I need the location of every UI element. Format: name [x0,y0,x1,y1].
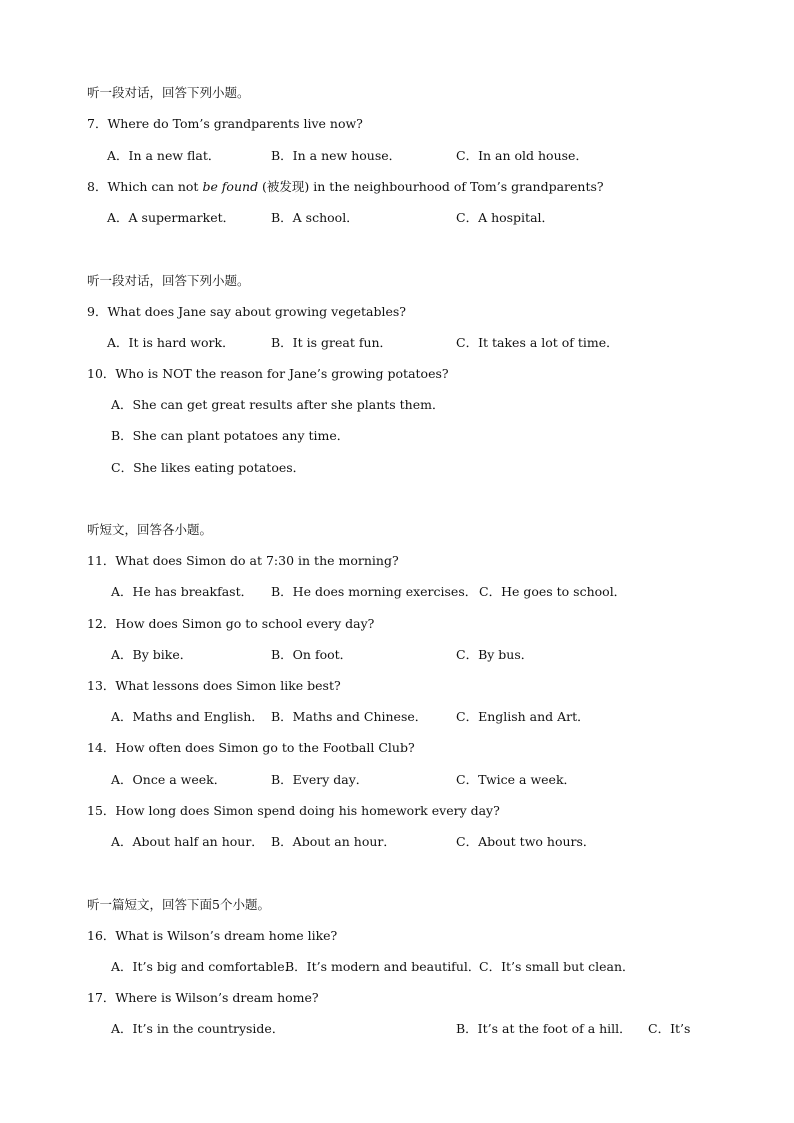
option-b: B．About an hour． [271,834,396,849]
option-a: A．It’s in the countryside． [111,1021,285,1036]
emphasis-text: be found [202,179,259,194]
option-b: B．It’s modern and beautiful． [285,959,481,974]
question-stem: 11．What does Simon do at 7:30 in the morning? [87,553,399,568]
option-c: C．She likes eating potatoes． [111,460,306,475]
option-c: C．It’s [648,1021,691,1036]
question-stem: 10．Who is NOT the reason for Jane’s growing potatoes? [87,366,449,381]
option-b: B．On foot． [271,647,353,662]
option-c: C．A hospital． [456,210,555,225]
option-b: B．It’s at the foot of a hill． [456,1021,632,1036]
option-a: A．By bike． [111,647,193,662]
question-stem: 14．How often does Simon go to the Football Club? [87,740,415,755]
option-b: B．She can plant potatoes any time． [111,428,350,443]
section-heading: 听一段对话，回答下列小题。 [87,273,250,288]
option-c: C．Twice a week． [456,772,577,787]
option-b: B．He does morning exercises． [271,584,478,599]
question-stem: 8．Which can not be found (被发现) in the neighbourhood of Tom’s grandparents? [87,179,604,194]
option-b: B．Every day． [271,772,369,787]
question-stem: 12．How does Simon go to school every day? [87,616,375,631]
section-heading: 听一段对话，回答下列小题。 [87,85,250,100]
option-c: C．In an old house． [456,148,588,163]
option-a: A．About half an hour． [111,834,264,849]
option-c: C．It’s small but clean． [479,959,635,974]
question-stem: 16．What is Wilson’s dream home like? [87,928,338,943]
option-a: A．A supermarket． [107,210,236,225]
question-stem: 13．What lessons does Simon like best? [87,678,341,693]
option-a: A．He has breakfast． [111,584,254,599]
question-stem: 15．How long does Simon spend doing his homework every day? [87,803,500,818]
option-c: C．He goes to school． [479,584,627,599]
section-heading: 听短文，回答各小题。 [87,522,213,537]
option-c: C．By bus． [456,647,534,662]
section-heading: 听一篇短文，回答下面5个小题。 [87,897,270,912]
question-stem: 9．What does Jane say about growing vegetables? [87,304,407,319]
question-stem: 7．Where do Tom’s grandparents live now? [87,116,363,131]
option-a: A．It’s big and comfortable． [111,959,298,974]
option-b: B．In a new house． [271,148,402,163]
option-a: A．It is hard work． [107,335,235,350]
option-a: A．She can get great results after she plants them． [111,397,445,412]
option-a: A．In a new flat． [107,148,221,163]
option-c: C．It takes a lot of time． [456,335,619,350]
option-c: C．English and Art． [456,709,590,724]
question-stem: 17．Where is Wilson’s dream home? [87,990,319,1005]
option-b: B．Maths and Chinese． [271,709,428,724]
option-a: A．Maths and English． [111,709,264,724]
option-b: B．A school． [271,210,359,225]
option-b: B．It is great fun． [271,335,393,350]
option-c: C．About two hours． [456,834,596,849]
option-a: A．Once a week． [111,772,227,787]
